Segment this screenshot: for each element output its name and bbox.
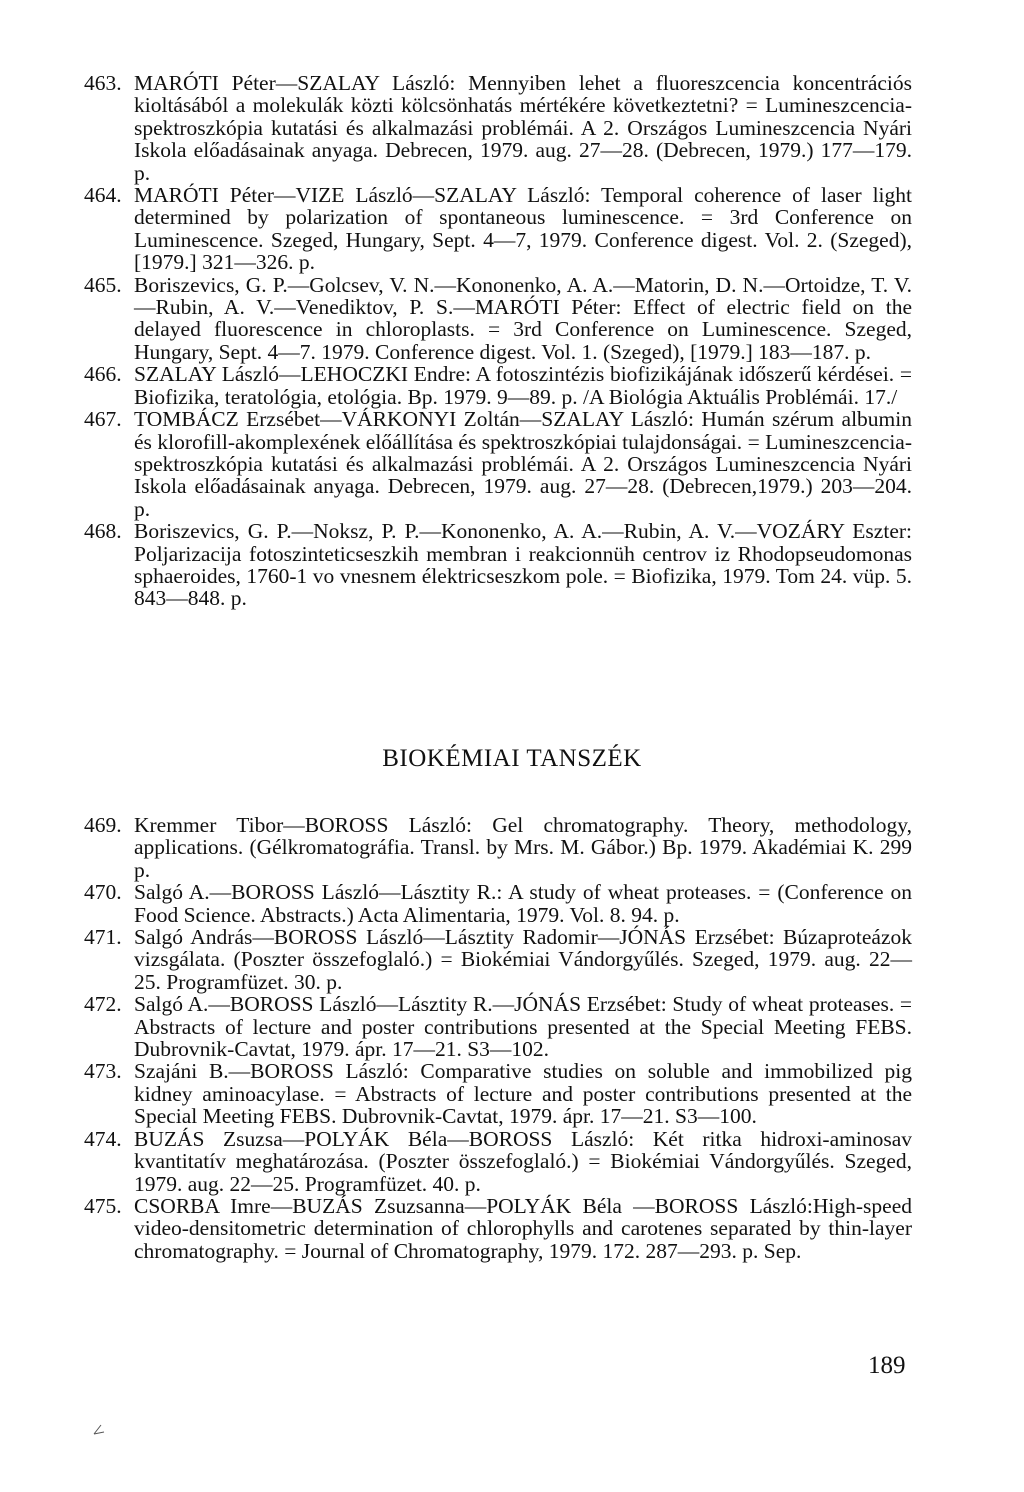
entry-number: 473. xyxy=(84,1059,122,1084)
entry-text: SZALAY László—LEHOCZKI Endre: A fotoszintézis biofizikájának időszerű kérdései. = Biofizika, teratológia, etológia. Bp. 1979. 9—89. p. /A Biológia Aktuális Problémái. 17./ xyxy=(134,362,912,409)
entry-text: MARÓTI Péter—VIZE László—SZALAY László: Temporal coherence of laser light determined by polarization of spontaneous luminescence. = 3rd Conference on Luminescence. Szeged, Hungary, Sept. 4—7, 1979. Conference digest. Vol. 2. (Szeged), [1979.] 321—326. p. xyxy=(134,183,912,275)
entry-text: Boriszevics, G. P.—Noksz, P. P.—Kononenko, A. A.—Rubin, A. V.—VOZÁRY Eszter: Poljarizacija fotoszinteticseszkih membran i reakcionnüh centrov iz Rhodopseudomonas sphaeroides, 1760-1 vo vnesnem élektricseszkom pole. = Biofizika, 1979. Tom 24. vüp. 5. 843—848. p. xyxy=(134,519,912,611)
entry-list-biochemistry xyxy=(84,814,912,1262)
bibliography-entry-470 xyxy=(84,881,912,926)
bibliography-entry-472 xyxy=(84,993,912,1060)
entry-text: TOMBÁCZ Erzsébet—VÁRKONYI Zoltán—SZALAY László: Humán szérum albumin és klorofill-akomplexének előállítása és spektroszkópiai tulajdonságai. = Lumineszcencia-spektroszkópia kutatási és alkalmazási problémái. A 2. Országos Lumineszcencia Nyári Iskola előadásainak anyaga. Debrecen, 1979. aug. 27—28. (Debrecen,1979.) 203—204. p. xyxy=(134,407,912,521)
entry-list-physics xyxy=(84,72,912,610)
entry-text: BUZÁS Zsuzsa—POLYÁK Béla—BOROSS László: Két ritka hidroxi-aminosav kvantitatív meghatározása. (Poszter összefoglaló.) = Biokémiai Vándorgyűlés. Szeged, 1979. aug. 22—25. Programfüzet. 40. p. xyxy=(134,1126,912,1196)
bibliography-entry-467 xyxy=(84,408,912,520)
bibliography-entry-463 xyxy=(84,72,912,184)
bibliography-entry-468 xyxy=(84,520,912,610)
bibliography-entry-466 xyxy=(84,363,912,408)
bibliography-entry-473 xyxy=(84,1060,912,1127)
entry-text: Kremmer Tibor—BOROSS László: Gel chromatography. Theory, methodology, applications. (Gélkromatográfia. Transl. by Mrs. M. Gábor.) Bp. 1979. Akadémiai K. 299 p. xyxy=(134,813,912,882)
entry-number: 466. xyxy=(84,362,122,387)
section-heading: BIOKÉMIAI TANSZÉK xyxy=(382,745,642,772)
entry-number: 468. xyxy=(84,519,122,544)
entry-text: Boriszevics, G. P.—Golcsev, V. N.—Kononenko, A. A.—Matorin, D. N.—Ortoidze, T. V.—Rubin, A. V.—Venediktov, P. S.—MARÓTI Péter: Effect of electric field on the delayed fluorescence in chloroplasts. = 3rd Conference on Luminescence. Szeged, Hungary, Sept. 4—7. 1979. Conference digest. Vol. 1. (Szeged), [1979.] 183—187. p. xyxy=(134,272,912,364)
bibliography-entry-475 xyxy=(84,1195,912,1262)
entry-number: 463. xyxy=(84,71,122,95)
entry-number: 474. xyxy=(84,1126,122,1151)
entry-number: 472. xyxy=(84,992,122,1017)
entry-number: 471. xyxy=(84,925,122,950)
bibliography-entry-469 xyxy=(84,814,912,881)
entry-number: 464. xyxy=(84,183,122,208)
pencil-tick-icon xyxy=(92,1418,110,1436)
entry-number: 465. xyxy=(84,272,122,297)
entry-number: 470. xyxy=(84,880,122,905)
bibliography-entry-471 xyxy=(84,926,912,993)
bibliography-entry-465 xyxy=(84,274,912,364)
page-number: 189 xyxy=(868,1352,906,1379)
entry-text: Salgó A.—BOROSS László—Lásztity R.—JÓNÁS Erzsébet: Study of wheat proteases. = Abstracts of lecture and poster contributions presented at the Special Meeting FEBS. Dubrovnik-Cavtat, 1979. ápr. 17—21. S3—102. xyxy=(134,992,912,1062)
entry-text: MARÓTI Péter—SZALAY László: Mennyiben lehet a fluoreszcencia koncentrációs kioltásából a molekulák közti kölcsönhatás mértékére következtetni? = Lumineszcencia-spektroszkópia kutatási és alkalmazási problémái. A 2. Országos Lumineszcencia Nyári Iskola előadásainak anyaga. Debrecen, 1979. aug. 27—28. (Debrecen, 1979.) 177—179. p. xyxy=(134,71,912,185)
bibliography-entry-474 xyxy=(84,1128,912,1195)
entry-number: 475. xyxy=(84,1193,122,1218)
entry-text: Salgó A.—BOROSS László—Lásztity R.: A study of wheat proteases. = (Conference on Food Science. Abstracts.) Acta Alimentaria, 1979. Vol. 8. 94. p. xyxy=(134,880,912,927)
bibliography-entry-464 xyxy=(84,184,912,274)
entry-text: CSORBA Imre—BUZÁS Zsuzsanna—POLYÁK Béla —BOROSS László:High-speed video-densitometric determination of chlorophylls and carotenes separated by thin-layer chromatography. = Journal of Chromatography, 1979. 172. 287—293. p. Sep. xyxy=(134,1193,912,1263)
entry-number: 467. xyxy=(84,407,122,432)
entry-text: Salgó András—BOROSS László—Lásztity Radomir—JÓNÁS Erzsébet: Búzaproteázok vizsgálata. (Poszter összefoglaló.) = Biokémiai Vándorgyűlés. Szeged, 1979. aug. 22—25. Programfüzet. 30. p. xyxy=(134,925,912,994)
entry-number: 469. xyxy=(84,813,122,837)
entry-text: Szajáni B.—BOROSS László: Comparative studies on soluble and immobilized pig kidney aminoacylase. = Abstracts of lecture and poster contributions presented at the Special Meeting FEBS. Dubrovnik-Cavtat, 1979. ápr. 17—21. S3—100. xyxy=(134,1059,912,1129)
